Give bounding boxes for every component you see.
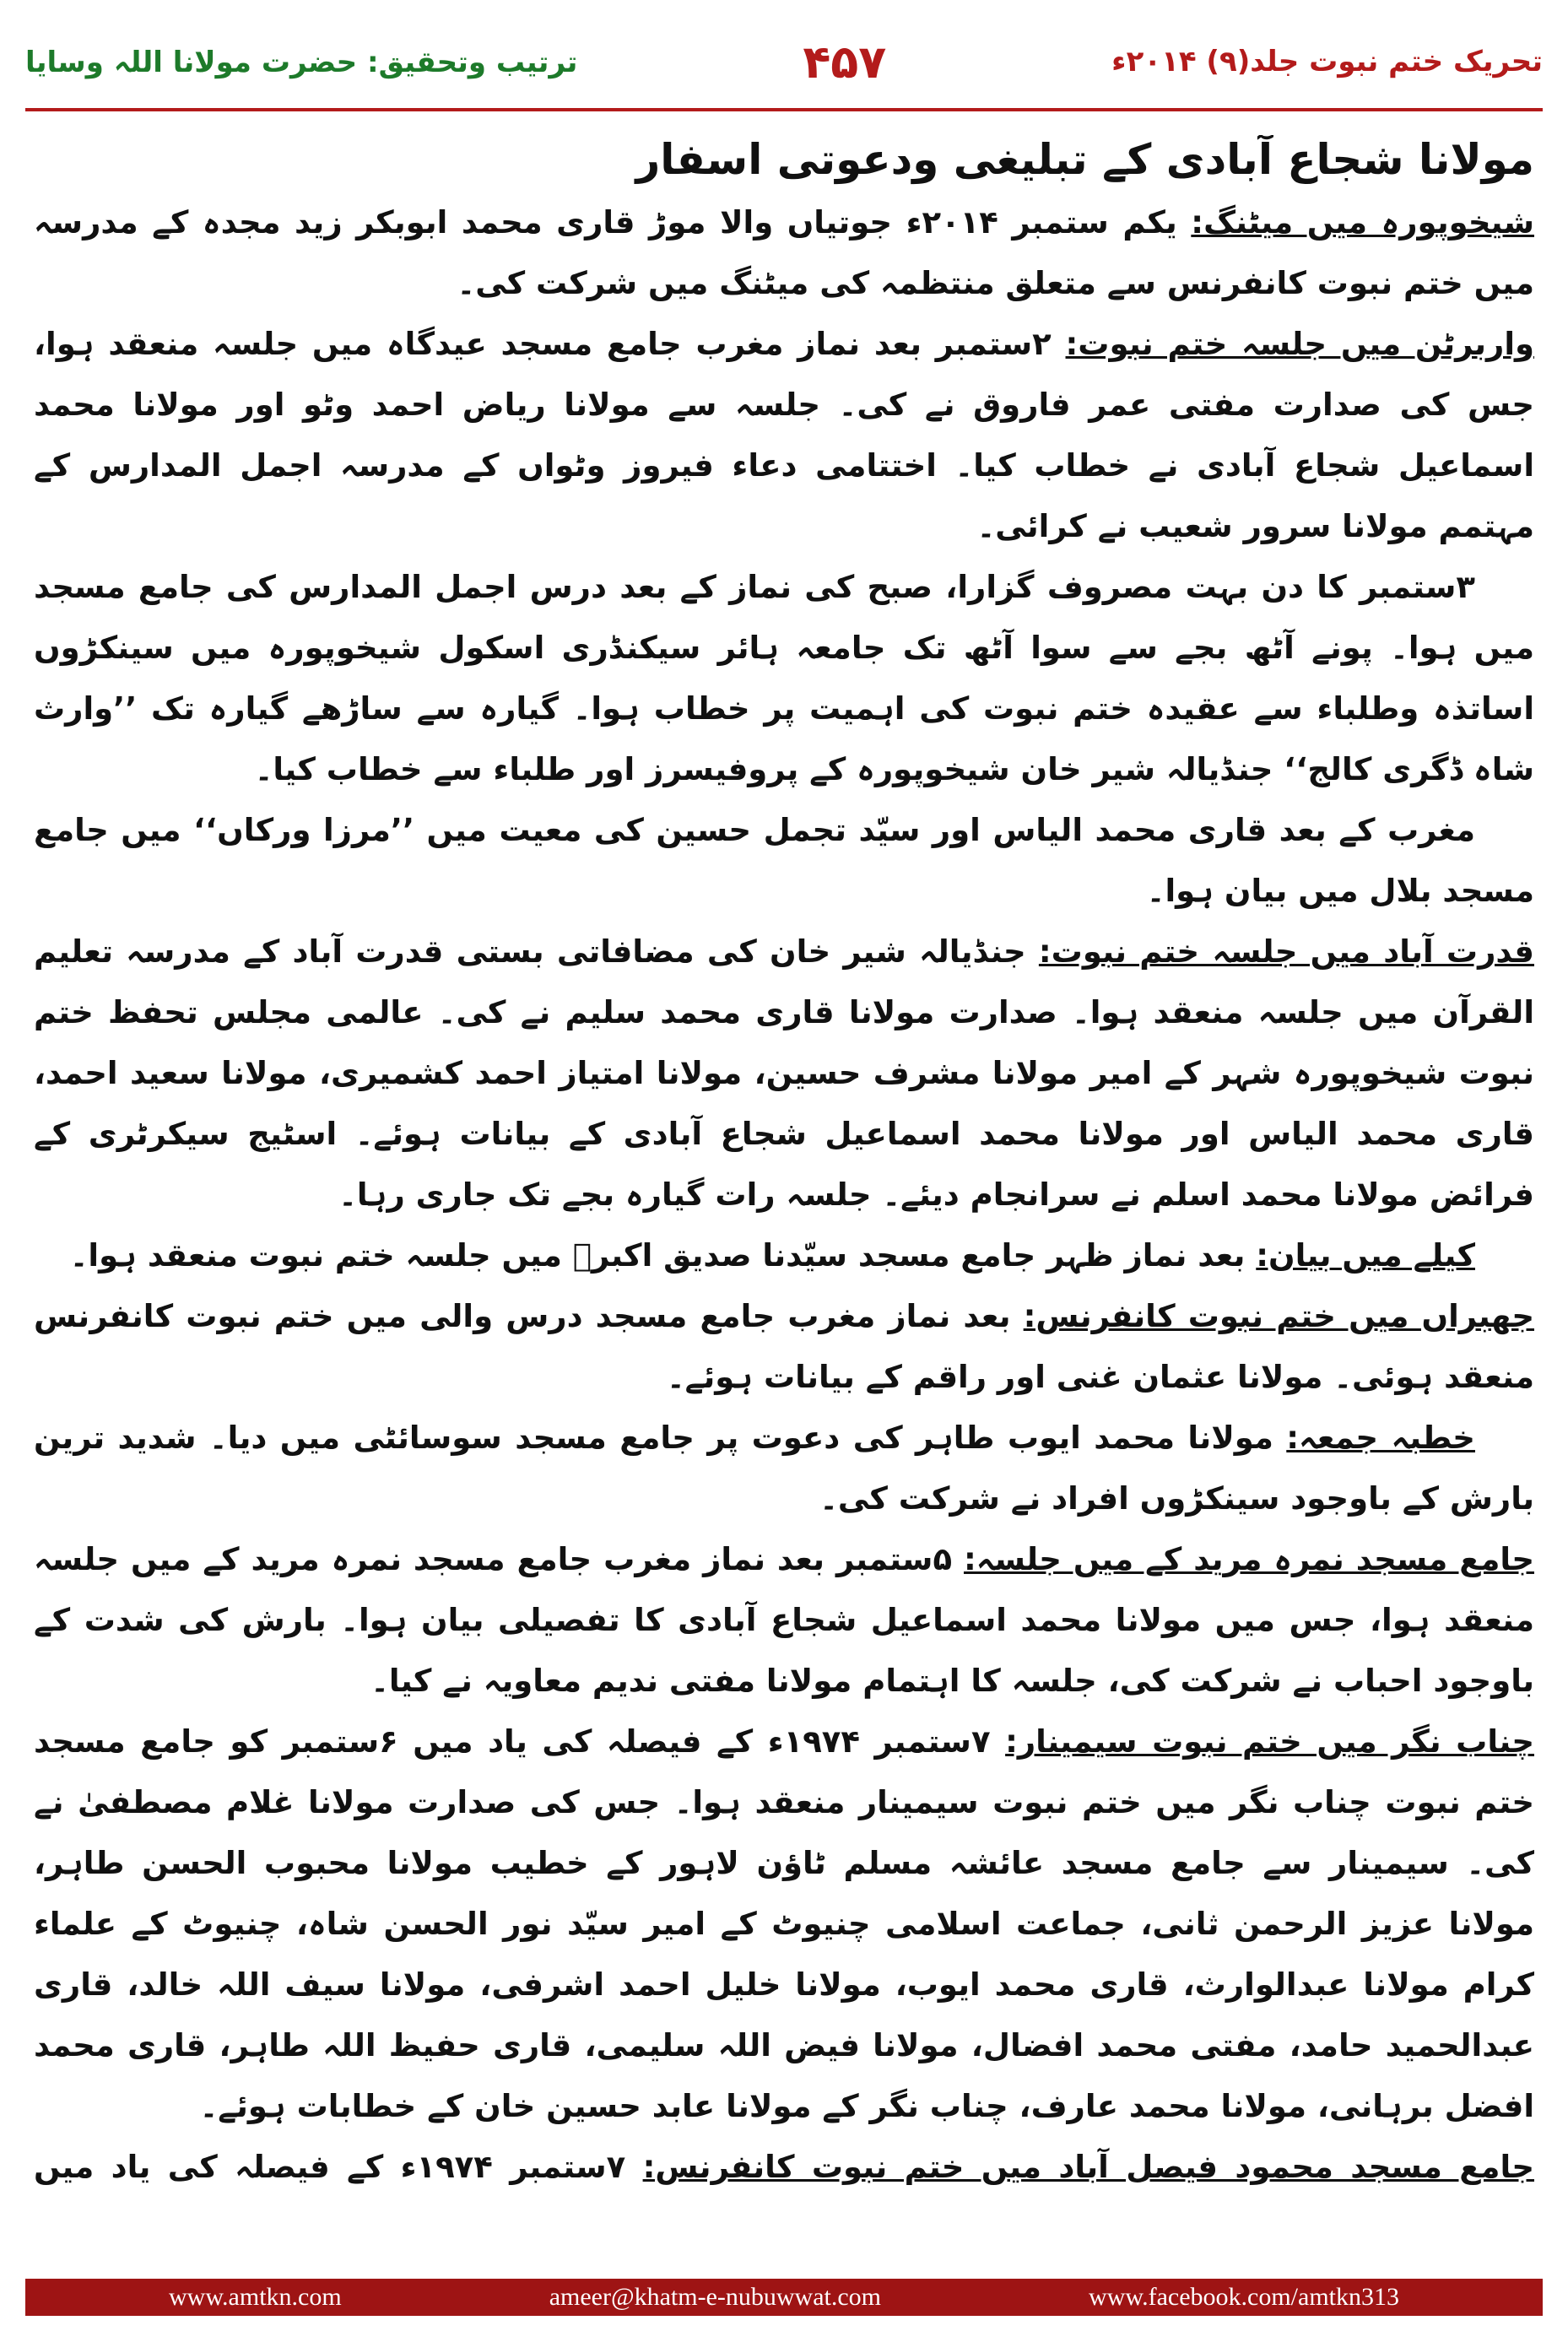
paragraph-text: بعد نماز ظہر جامع مسجد سیّدنا صدیق اکبرؓ میں جلسہ ختم نبوت منعقد ہوا۔ [69, 1237, 1257, 1274]
paragraph-text: یکم ستمبر ۲۰۱۴ء جوتیاں والا موڑ قاری محمد ابوبکر زید مجدہ کے مدرسہ میں ختم نبوت کانفرنس سے متعلق منتظمہ کی میٹنگ میں شرکت کی۔ [34, 204, 1534, 301]
paragraph-heading: جھبراں میں ختم نبوت کانفرنس: [1023, 1298, 1534, 1334]
paragraph [34, 1529, 1534, 1712]
paragraph-text: ۷ستمبر ۱۹۷۴ء کے فیصلہ کی یاد میں [34, 2149, 626, 2185]
paragraph-heading: چناب نگر میں ختم نبوت سیمینار: [1005, 1723, 1534, 1760]
paragraph-heading: شیخوپورہ میں میٹنگ: [1191, 204, 1534, 241]
footer-bar [25, 2279, 1543, 2316]
paragraph [34, 922, 1534, 1225]
paragraph [34, 800, 1534, 922]
paragraph [34, 1225, 1534, 1286]
paragraph-text: ۷ستمبر ۱۹۷۴ء کے فیصلہ کی یاد میں ۶ستمبر کو جامع مسجد ختم نبوت چناب نگر میں ختم نبوت سیمینار منعقد ہوا۔ جس کی صدارت مولانا غلام مصطفیٰ نے کی۔ سیمینار سے جامع مسجد عائشہ مسلم ٹاؤن لاہور کے خطیب مولانا محبوب الحسن طاہر، مولانا عزیز الرحمن ثانی، جماعت اسلامی چنیوٹ کے امیر سیّد نور الحسن شاہ، چنیوٹ کے علماء کرام مولانا عبدالوارث، قاری محمد ایوب، مولانا خلیل احمد اشرفی، مولانا سیف اللہ خالد، قاری عبدالحمید حامد، مفتی محمد افضال، مولانا فیض اللہ سلیمی، قاری حفیظ اللہ طاہر، قاری محمد افضل برہانی، مولانا محمد عارف، چناب نگر کے مولانا عابد حسین خان کے خطابات ہوئے۔ [34, 1723, 1534, 2124]
paragraph-text: بعد نماز مغرب جامع مسجد درس والی میں ختم نبوت کانفرنس منعقد ہوئی۔ مولانا عثمان غنی اور راقم کے بیانات ہوئے۔ [34, 1298, 1534, 1395]
paragraph [34, 1408, 1534, 1529]
paragraph-heading: قدرت آباد میں جلسہ ختم نبوت: [1038, 933, 1534, 970]
paragraph-heading: واربرٹن میں جلسہ ختم نبوت: [1065, 326, 1534, 362]
footer-email-link[interactable]: ameer@khatm-e-nubuwwat.com [549, 2283, 882, 2311]
header-book-title: تحریک ختم نبوت جلد(۹) ۲۰۱۴ء [1111, 45, 1543, 78]
paragraph-text: ۵ستمبر بعد نماز مغرب جامع مسجد نمرہ مرید کے میں جلسہ منعقد ہوا، جس میں مولانا محمد اسماعیل شجاع آبادی کا تفصیلی بیان ہوا۔ بارش کی شدت کے باوجود احباب نے شرکت کی، جلسہ کا اہتمام مولانا مفتی ندیم معاویہ نے کیا۔ [34, 1541, 1534, 1699]
header-divider [25, 108, 1543, 111]
paragraph [34, 1712, 1534, 2137]
paragraph [34, 192, 1534, 314]
paragraph-text: مغرب کے بعد قاری محمد الیاس اور سیّد تجمل حسین کی معیت میں ’’مرزا ورکاں‘‘ میں جامع مسجد بلال میں بیان ہوا۔ [34, 812, 1534, 909]
paragraph [34, 557, 1534, 800]
paragraph-heading: خطبہ جمعہ: [1286, 1420, 1475, 1456]
paragraph-text: ۳ستمبر کا دن بہت مصروف گزارا، صبح کی نماز کے بعد درس اجمل المدارس کی جامع مسجد میں ہوا۔ پونے آٹھ بجے سے سوا آٹھ تک جامعہ ہائر سیکنڈری اسکول شیخوپورہ میں سینکڑوں اساتذہ وطلباء سے عقیدہ ختم نبوت کی اہمیت پر خطاب ہوا۔ گیارہ سے ساڑھے گیارہ تک ’’وارث شاہ ڈگری کالج‘‘ جنڈیالہ شیر خان شیخوپورہ کے پروفیسرز اور طلباء سے خطاب کیا۔ [34, 569, 1534, 787]
paragraph [34, 314, 1534, 557]
paragraph [34, 1286, 1534, 1408]
paragraph-heading: جامع مسجد نمرہ مرید کے میں جلسہ: [963, 1541, 1534, 1577]
footer-facebook-link[interactable]: www.facebook.com/amtkn313 [1089, 2283, 1399, 2311]
paragraph-text: مولانا محمد ایوب طاہر کی دعوت پر جامع مسجد سوسائٹی میں دیا۔ شدید ترین بارش کے باوجود سینکڑوں افراد نے شرکت کی۔ [34, 1420, 1534, 1517]
header-compiler: ترتیب وتحقیق: حضرت مولانا اللہ وسایا [25, 45, 578, 79]
paragraph [34, 2137, 1534, 2194]
footer-website-link[interactable]: www.amtkn.com [169, 2283, 342, 2311]
paragraph-heading: کیلے میں بیان: [1256, 1237, 1475, 1274]
page-header [25, 15, 1543, 108]
page-number: ۴۵۷ [803, 35, 887, 89]
paragraph-text: ۲ستمبر بعد نماز مغرب جامع مسجد عیدگاہ میں جلسہ منعقد ہوا، جس کی صدارت مفتی عمر فاروق نے کی۔ جلسہ سے مولانا ریاض احمد وٹو اور مولانا محمد اسماعیل شجاع آبادی نے خطاب کیا۔ اختتامی دعاء فیروز وٹواں کے مدرسہ اجمل المدارس کے مہتمم مولانا سرور شعیب نے کرائی۔ [34, 326, 1534, 544]
article-title: مولانا شجاع آبادی کے تبلیغی ودعوتی اسفار [635, 135, 1534, 184]
paragraph-heading: جامع مسجد محمود فیصل آباد میں ختم نبوت کانفرنس: [642, 2149, 1534, 2185]
page-content [34, 135, 1534, 2194]
paragraph-text: جنڈیالہ شیر خان کی مضافاتی بستی قدرت آباد کے مدرسہ تعلیم القرآن میں جلسہ منعقد ہوا۔ صدارت مولانا قاری محمد سلیم نے کی۔ عالمی مجلس تحفظ ختم نبوت شیخوپورہ شہر کے امیر مولانا مشرف حسین، مولانا امتیاز احمد کشمیری، مولانا سعید احمد، قاری محمد الیاس اور مولانا محمد اسماعیل شجاع آبادی کے بیانات ہوئے۔ اسٹیج سیکرٹری کے فرائض مولانا محمد اسلم نے سرانجام دیئے۔ جلسہ رات گیارہ بجے تک جاری رہا۔ [34, 933, 1534, 1213]
